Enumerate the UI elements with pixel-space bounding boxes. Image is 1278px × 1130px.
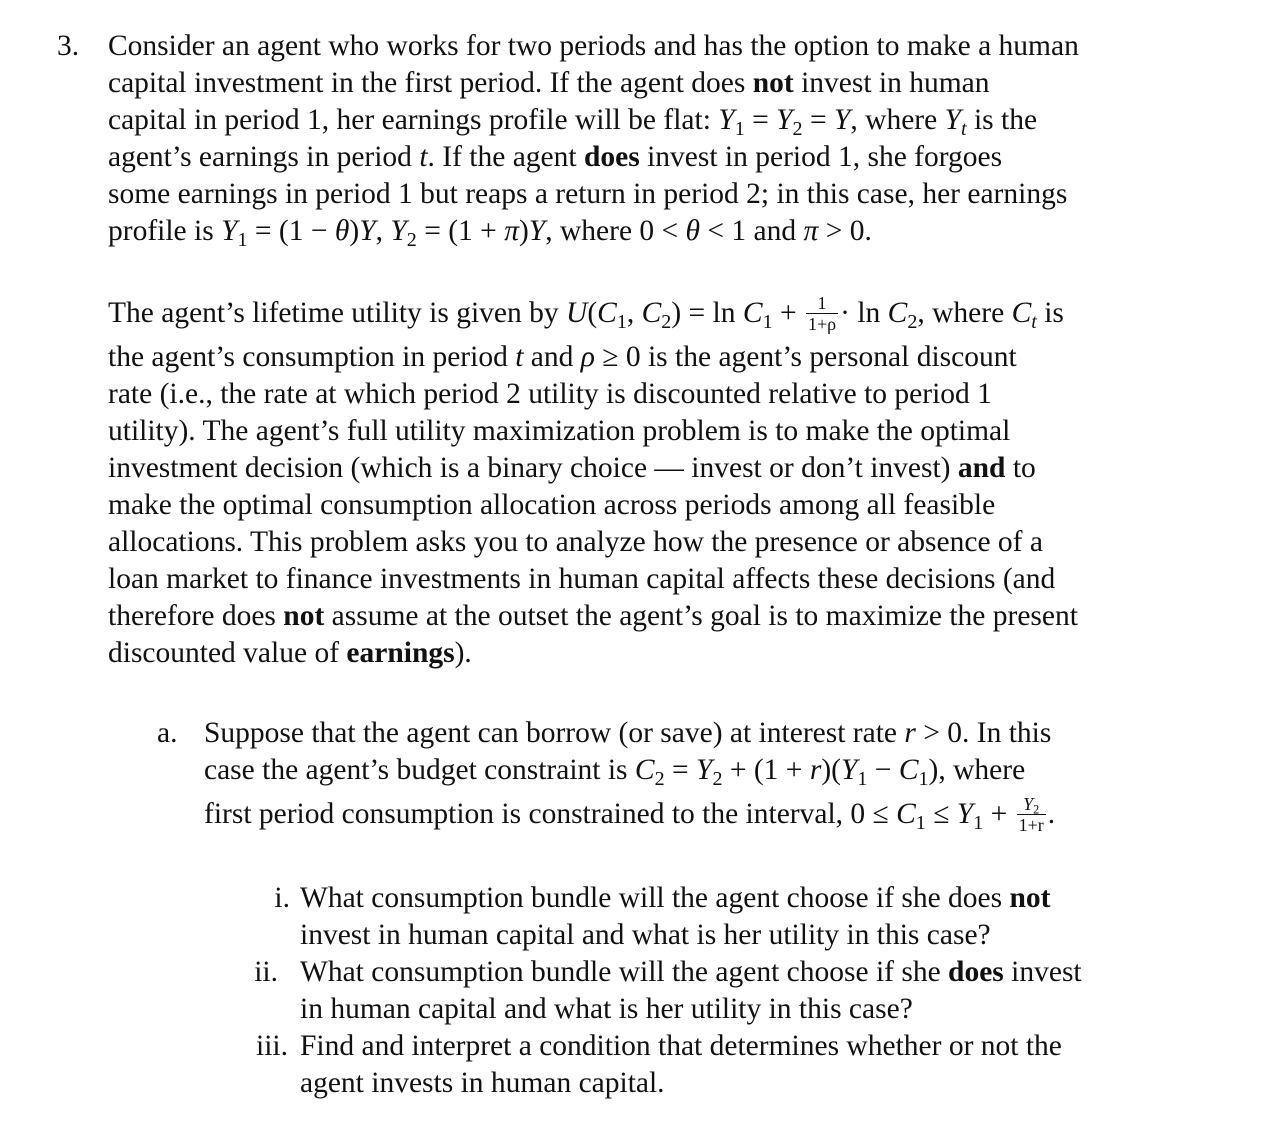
intro-line-2: capital investment in the first period. If the agent does not invest in human xyxy=(108,67,990,99)
utility-line-10: discounted value of earnings). xyxy=(108,637,472,669)
discount-fraction: $\frac{1}{1+\rho}$ xyxy=(807,292,837,334)
part-a-label: a. xyxy=(157,717,178,749)
utility-line-6: make the optimal consumption allocation across periods among all feasible xyxy=(108,489,996,521)
subquestion-ii xyxy=(300,954,1200,1028)
utility-line-5: investment decision (which is a binary choice — invest or don’t invest) and to xyxy=(108,452,1036,484)
part-a-line-2: case the agent’s budget constraint is $C_2 = Y_2 + (1 + r)(Y_1 - C_1)$, where xyxy=(204,754,1026,791)
utility-line-2: the agent’s consumption in period t and ρ ≥ 0 is the agent’s personal discount xyxy=(108,341,1017,373)
subquestion-iii-line-2: agent invests in human capital. xyxy=(300,1067,665,1099)
part-a-line-1: Suppose that the agent can borrow (or save) at interest rate r > 0. In this xyxy=(204,717,1052,749)
utility-line-7: allocations. This problem asks you to analyze how the presence or absence of a xyxy=(108,526,1043,558)
part-a-line-3: first period consumption is constrained to the interval, $0 \le C_1 \le Y_1$ + $\frac{Y_2}{1+r}$ . xyxy=(204,793,1056,835)
subquestion-ii-line-1: What consumption bundle will the agent choose if she does invest xyxy=(300,956,1082,988)
part-a xyxy=(204,715,1204,840)
intro-line-5: some earnings in period 1 but reaps a return in period 2; in this case, her earnings xyxy=(108,178,1068,210)
utility-line-4: utility). The agent’s full utility maximization problem is to make the optimal xyxy=(108,415,1011,447)
utility-line-1: The agent’s lifetime utility is given by $U(C_1$, $C_2) = \ln C_1$ + $\frac{1}{1+\rho}$ · $\ln C_2$, where $C_t$ is xyxy=(108,292,1064,334)
utility-line-3: rate (i.e., the rate at which period 2 utility is discounted relative to period 1 xyxy=(108,378,992,410)
intro-line-6: profile is $Y_1 = (1 - \theta)Y$, $Y_2 = (1 + \pi)Y$, where 0 < θ < 1 and π > 0. xyxy=(108,215,872,252)
subquestion-ii-label: ii. xyxy=(254,956,278,988)
subquestion-i-line-2: invest in human capital and what is her utility in this case? xyxy=(300,919,991,951)
subquestion-iii-label: iii. xyxy=(256,1030,288,1062)
problem-intro xyxy=(108,28,1208,250)
utility-line-8: loan market to finance investments in human capital affects these decisions (and xyxy=(108,563,1056,595)
utility-line-9: therefore does not assume at the outset the agent’s goal is to maximize the present xyxy=(108,600,1078,632)
subquestion-ii-line-2: in human capital and what is her utility in this case? xyxy=(300,993,913,1025)
intro-line-1: Consider an agent who works for two periods and has the option to make a human xyxy=(108,30,1079,62)
constraint-fraction: $\frac{Y_2}{1+r}$ xyxy=(1018,793,1044,835)
intro-line-3: capital in period 1, her earnings profile will be flat: $Y_1 = Y_2 = Y$, where $Y_t$ is the xyxy=(108,104,1038,141)
subquestion-i xyxy=(300,880,1200,954)
subquestion-i-label: i. xyxy=(274,882,290,914)
problem-number: 3. xyxy=(57,30,80,62)
subquestion-iii-line-1: Find and interpret a condition that determines whether or not the xyxy=(300,1030,1062,1062)
subquestion-i-line-1: What consumption bundle will the agent choose if she does not xyxy=(300,882,1051,914)
utility-paragraph xyxy=(108,288,1208,672)
intro-line-4: agent’s earnings in period t. If the agent does invest in period 1, she forgoes xyxy=(108,141,1003,173)
subquestion-iii xyxy=(300,1028,1200,1102)
